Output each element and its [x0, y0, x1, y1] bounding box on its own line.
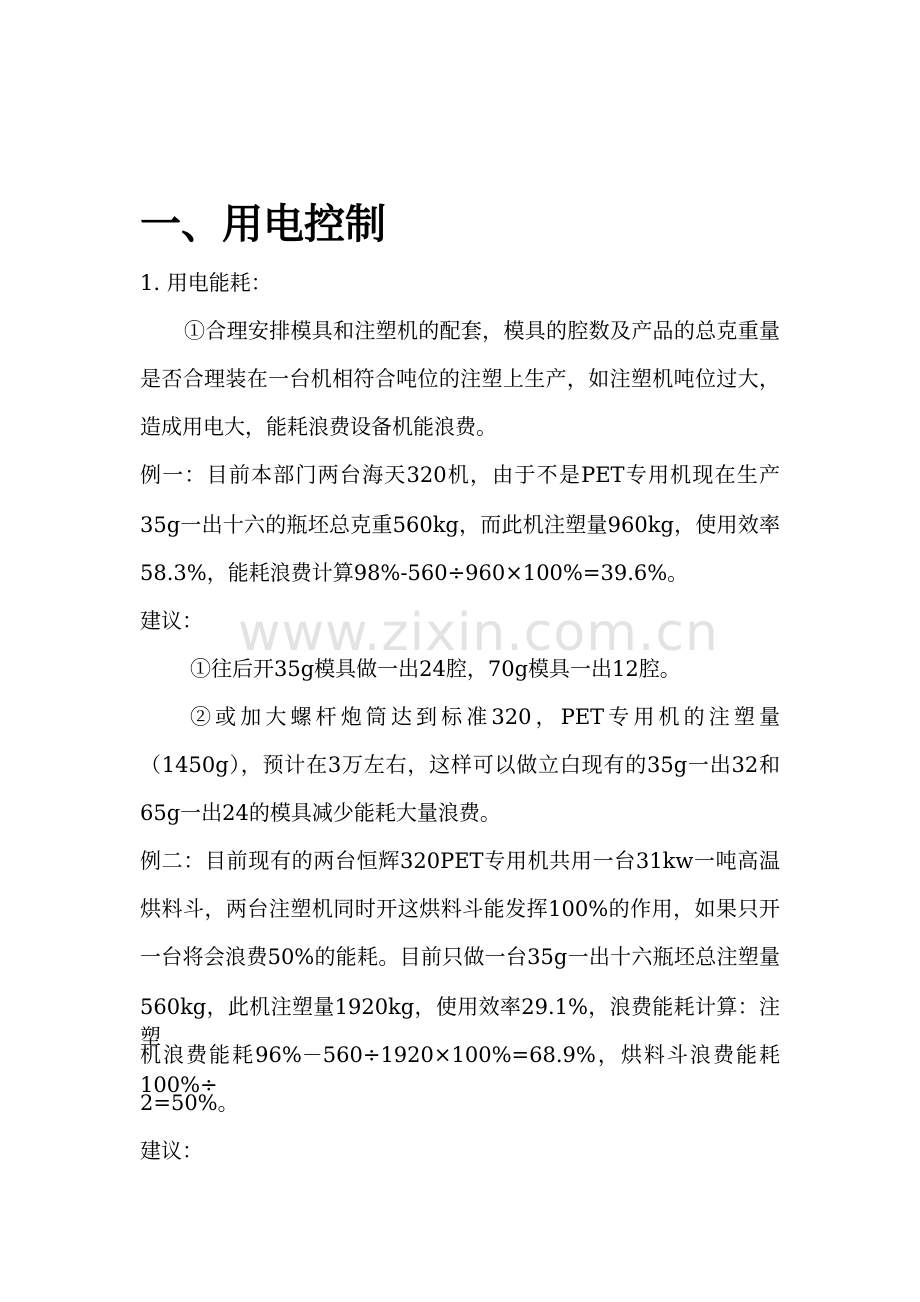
example-line: 560kg，此机注塑量1920kg，使用效率29.1%，浪费能耗计算：注塑 — [140, 995, 780, 1049]
example-line: 58.3%，能耗浪费计算98%-560÷960×100%=39.6%。 — [140, 561, 689, 585]
suggestion-line: ①往后开35g模具做一出24腔，70g模具一出12腔。 — [190, 657, 681, 681]
suggestion-line: 65g一出24的模具减少能耗大量浪费。 — [140, 801, 501, 825]
suggestion-label: 建议： — [140, 1139, 203, 1163]
example-line: 一台将会浪费50%的能耗。目前只做一台35g一出十六瓶坯总注塑量 — [140, 945, 780, 969]
paragraph-line: ①合理安排模具和注塑机的配套，模具的腔数及产品的总克重量 — [184, 319, 780, 343]
section-title: 一、用电控制 — [140, 200, 386, 248]
watermark: www.zixin.com.cn — [238, 603, 719, 663]
example-line: 烘料斗，两台注塑机同时开这烘料斗能发挥100%的作用，如果只开 — [140, 897, 780, 921]
suggestion-label: 建议： — [140, 609, 203, 633]
example-line: 35g一出十六的瓶坯总克重560kg，而此机注塑量960kg，使用效率 — [140, 513, 780, 537]
example-line: 例二：目前现有的两台恒辉320PET专用机共用一台31kw一吨高温 — [140, 849, 780, 873]
example-line: 机浪费能耗96%－560÷1920×100%=68.9%，烘料斗浪费能耗100%÷ — [140, 1043, 780, 1097]
subsection-heading: 1. 用电能耗： — [140, 271, 272, 295]
paragraph-line: 造成用电大，能耗浪费设备机能浪费。 — [140, 415, 497, 439]
suggestion-line: （1450g），预计在3万左右，这样可以做立白现有的35g一出32和 — [140, 753, 780, 777]
example-line: 2=50%。 — [140, 1091, 239, 1115]
paragraph-line: 是否合理装在一台机相符合吨位的注塑上生产，如注塑机吨位过大， — [140, 367, 780, 391]
example-line: 例一：目前本部门两台海天320机，由于不是PET专用机现在生产 — [140, 463, 780, 487]
suggestion-line: ②或加大螺杆炮筒达到标准320，PET专用机的注塑量 — [190, 705, 780, 729]
